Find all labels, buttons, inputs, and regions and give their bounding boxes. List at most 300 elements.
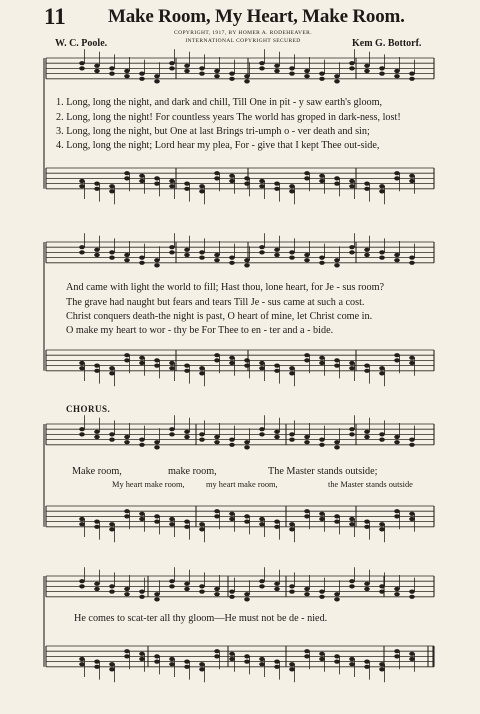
note-head (199, 66, 205, 70)
note-head (259, 427, 265, 431)
note-head (409, 595, 415, 599)
note-head (244, 182, 250, 186)
note-head (124, 253, 130, 257)
note-head (379, 584, 385, 588)
note-head (154, 592, 160, 596)
note-head (109, 250, 115, 254)
note-head (79, 250, 85, 254)
note-head (154, 258, 160, 262)
note-head (394, 353, 400, 357)
note-head (169, 427, 175, 431)
note-head (304, 253, 310, 257)
note-head (364, 660, 370, 664)
note-head (169, 432, 175, 436)
note-head (94, 369, 100, 373)
note-head (304, 509, 310, 513)
note-head (184, 248, 190, 252)
note-head (394, 509, 400, 513)
note-head (169, 179, 175, 183)
note-head (124, 514, 130, 518)
note-head (139, 72, 145, 76)
note-head (214, 654, 220, 658)
note-head (79, 584, 85, 588)
note-head (184, 64, 190, 68)
note-head (169, 579, 175, 583)
note-head (349, 579, 355, 583)
note-head (259, 657, 265, 661)
note-head (259, 250, 265, 254)
note-head (109, 66, 115, 70)
note-head (349, 179, 355, 183)
note-head (394, 587, 400, 591)
note-head (334, 182, 340, 186)
note-head (334, 514, 340, 518)
note-head (379, 432, 385, 436)
note-head (94, 520, 100, 524)
note-head (274, 525, 280, 529)
note-head (184, 253, 190, 257)
note-head (139, 361, 145, 365)
note-head (94, 525, 100, 529)
note-head (214, 509, 220, 513)
note-head (199, 72, 205, 76)
note-head (199, 371, 205, 375)
note-head (349, 184, 355, 188)
note-head (229, 361, 235, 365)
note-head (124, 176, 130, 180)
chorus-lyric-make-room-1: Make room, (72, 466, 122, 477)
note-head (244, 592, 250, 596)
note-head (109, 366, 115, 370)
note-head (409, 517, 415, 521)
note-head (124, 258, 130, 262)
note-head (229, 261, 235, 265)
note-head (199, 522, 205, 526)
note-head (349, 522, 355, 526)
note-head (349, 61, 355, 65)
note-head (229, 72, 235, 76)
note-head (364, 253, 370, 257)
hymn-title: Make Room, My Heart, Make Room. (108, 6, 405, 27)
note-head (139, 356, 145, 360)
note-head (139, 517, 145, 521)
note-head (94, 582, 100, 586)
note-head (199, 590, 205, 594)
note-head (319, 595, 325, 599)
note-head (154, 597, 160, 601)
note-head (169, 517, 175, 521)
note-head (139, 595, 145, 599)
note-head (274, 660, 280, 664)
chorus-label: CHORUS. (66, 404, 111, 414)
note-head (169, 657, 175, 661)
note-head (184, 660, 190, 664)
note-head (409, 77, 415, 81)
note-head (214, 358, 220, 362)
note-head (214, 649, 220, 653)
note-head (334, 520, 340, 524)
note-head (289, 432, 295, 436)
verse-2-line-1: 2. Long, long the night! For countless years The world has groped in dark-ness, lost! (56, 112, 401, 123)
note-head (349, 657, 355, 661)
note-head (94, 435, 100, 439)
note-head (379, 72, 385, 76)
note-head (94, 248, 100, 252)
note-head (184, 364, 190, 368)
note-head (154, 660, 160, 664)
note-head (274, 253, 280, 257)
note-head (154, 263, 160, 267)
note-head (289, 584, 295, 588)
note-head (79, 179, 85, 183)
note-head (394, 176, 400, 180)
note-head (79, 61, 85, 65)
note-head (259, 366, 265, 370)
note-head (334, 654, 340, 658)
note-head (244, 520, 250, 524)
note-head (364, 182, 370, 186)
note-head (79, 66, 85, 70)
note-head (79, 366, 85, 370)
note-head (214, 353, 220, 357)
note-head (379, 250, 385, 254)
note-head (169, 66, 175, 70)
note-head (184, 69, 190, 73)
note-head (109, 527, 115, 531)
note-head (124, 592, 130, 596)
note-head (394, 171, 400, 175)
note-head (244, 514, 250, 518)
note-head (394, 253, 400, 257)
note-head (124, 171, 130, 175)
note-head (199, 366, 205, 370)
note-head (379, 522, 385, 526)
note-head (229, 174, 235, 178)
note-head (79, 517, 85, 521)
chorus-echo-2: my heart make room, (206, 480, 278, 489)
chorus-final-line: He comes to scat-ter all thy gloom—He must not be de - nied. (74, 613, 328, 624)
note-head (214, 587, 220, 591)
note-head (319, 443, 325, 447)
note-head (349, 245, 355, 249)
note-head (259, 66, 265, 70)
note-head (394, 592, 400, 596)
note-head (334, 660, 340, 664)
note-head (79, 361, 85, 365)
note-head (334, 258, 340, 262)
note-head (364, 430, 370, 434)
note-head (109, 438, 115, 442)
note-head (409, 179, 415, 183)
note-head (259, 662, 265, 666)
note-head (229, 595, 235, 599)
note-head (289, 256, 295, 260)
note-head (214, 176, 220, 180)
note-head (184, 582, 190, 586)
note-head (349, 361, 355, 365)
note-head (139, 512, 145, 516)
note-head (124, 654, 130, 658)
note-head (169, 250, 175, 254)
note-head (79, 657, 85, 661)
chorus-echo-3: the Master stands outside (328, 480, 413, 489)
note-head (349, 662, 355, 666)
note-head (169, 584, 175, 588)
note-head (214, 69, 220, 73)
note-head (409, 657, 415, 661)
note-head (409, 438, 415, 442)
note-head (154, 654, 160, 658)
note-head (289, 527, 295, 531)
note-head (304, 435, 310, 439)
note-head (199, 662, 205, 666)
note-head (289, 522, 295, 526)
note-head (364, 665, 370, 669)
note-head (319, 512, 325, 516)
note-head (349, 432, 355, 436)
note-head (409, 361, 415, 365)
chorus-echo-1: My heart make room, (112, 480, 185, 489)
note-head (319, 356, 325, 360)
note-head (109, 72, 115, 76)
note-head (154, 364, 160, 368)
note-head (379, 256, 385, 260)
note-head (364, 520, 370, 524)
note-head (139, 652, 145, 656)
note-head (154, 358, 160, 362)
note-head (304, 358, 310, 362)
note-head (139, 590, 145, 594)
note-head (214, 435, 220, 439)
note-head (199, 256, 205, 260)
copyright-notice: COPYRIGHT, 1917, BY HOMER A. RODEHEAVER. (174, 30, 312, 36)
note-head (139, 443, 145, 447)
note-head (304, 176, 310, 180)
note-head (334, 364, 340, 368)
note-head (124, 69, 130, 73)
note-head (94, 430, 100, 434)
note-head (379, 527, 385, 531)
note-head (244, 654, 250, 658)
note-head (214, 440, 220, 444)
note-head (274, 187, 280, 191)
note-head (289, 184, 295, 188)
note-head (199, 184, 205, 188)
note-head (244, 176, 250, 180)
note-head (199, 432, 205, 436)
note-head (289, 250, 295, 254)
note-head (334, 592, 340, 596)
hymn-number: 11 (44, 4, 66, 29)
note-head (409, 512, 415, 516)
note-head (274, 520, 280, 524)
note-head (124, 358, 130, 362)
note-head (334, 445, 340, 449)
note-head (94, 253, 100, 257)
note-head (94, 665, 100, 669)
note-head (244, 358, 250, 362)
note-head (229, 517, 235, 521)
note-head (139, 657, 145, 661)
note-head (394, 69, 400, 73)
note-head (79, 432, 85, 436)
note-head (319, 652, 325, 656)
note-head (184, 435, 190, 439)
note-head (334, 176, 340, 180)
note-head (139, 179, 145, 183)
note-head (304, 514, 310, 518)
note-head (394, 435, 400, 439)
note-head (274, 587, 280, 591)
note-head (124, 435, 130, 439)
note-head (274, 430, 280, 434)
note-head (229, 443, 235, 447)
note-head (214, 171, 220, 175)
chorus-lyric-master-stands: The Master stands outside; (268, 466, 378, 477)
note-head (274, 582, 280, 586)
note-head (304, 592, 310, 596)
note-head (319, 657, 325, 661)
note-head (109, 371, 115, 375)
note-head (199, 667, 205, 671)
note-head (364, 435, 370, 439)
note-head (319, 72, 325, 76)
note-head (154, 445, 160, 449)
note-head (274, 69, 280, 73)
note-head (349, 584, 355, 588)
note-head (214, 258, 220, 262)
author-credit: Kem G. Bottorf. (352, 38, 422, 49)
note-head (79, 184, 85, 188)
note-head (229, 256, 235, 260)
note-head (334, 440, 340, 444)
note-head (94, 660, 100, 664)
note-head (319, 361, 325, 365)
note-head (154, 79, 160, 83)
note-head (109, 584, 115, 588)
note-head (349, 427, 355, 431)
note-head (304, 587, 310, 591)
note-head (379, 184, 385, 188)
note-head (184, 520, 190, 524)
note-head (94, 587, 100, 591)
note-head (364, 248, 370, 252)
verse-2-line-2: The grave had naught but fears and tears Till Je - sus came at such a cost. (66, 297, 365, 308)
note-head (349, 250, 355, 254)
note-head (304, 654, 310, 658)
note-head (154, 520, 160, 524)
note-head (259, 184, 265, 188)
note-head (289, 371, 295, 375)
note-head (394, 74, 400, 78)
note-head (184, 665, 190, 669)
note-head (379, 662, 385, 666)
note-head (244, 74, 250, 78)
note-head (124, 353, 130, 357)
note-head (259, 517, 265, 521)
note-head (244, 597, 250, 601)
note-head (319, 174, 325, 178)
verse-4-line-1: 4. Long, long the night; Lord hear my plea, For - give that I kept Thee out-side, (56, 140, 380, 151)
note-head (259, 61, 265, 65)
note-head (334, 263, 340, 267)
note-head (289, 72, 295, 76)
note-head (319, 590, 325, 594)
note-head (184, 182, 190, 186)
note-head (79, 579, 85, 583)
note-head (304, 74, 310, 78)
note-head (169, 245, 175, 249)
note-head (289, 662, 295, 666)
note-head (199, 438, 205, 442)
note-head (289, 590, 295, 594)
note-head (229, 657, 235, 661)
chorus-lyric-make-room-2: make room, (168, 466, 217, 477)
note-head (214, 514, 220, 518)
note-head (364, 187, 370, 191)
note-head (154, 440, 160, 444)
note-head (139, 261, 145, 265)
note-head (169, 361, 175, 365)
note-head (109, 662, 115, 666)
note-head (319, 438, 325, 442)
note-head (199, 584, 205, 588)
note-head (109, 432, 115, 436)
note-head (184, 525, 190, 529)
note-head (334, 358, 340, 362)
note-head (319, 517, 325, 521)
note-head (169, 184, 175, 188)
note-head (199, 527, 205, 531)
note-head (379, 667, 385, 671)
note-head (394, 649, 400, 653)
note-head (379, 371, 385, 375)
note-head (244, 445, 250, 449)
note-head (214, 592, 220, 596)
note-head (109, 256, 115, 260)
note-head (364, 582, 370, 586)
note-head (304, 258, 310, 262)
note-head (124, 509, 130, 513)
note-head (319, 256, 325, 260)
note-head (109, 590, 115, 594)
note-head (109, 522, 115, 526)
note-head (409, 256, 415, 260)
note-head (409, 590, 415, 594)
note-head (229, 438, 235, 442)
note-head (199, 189, 205, 193)
note-head (94, 187, 100, 191)
note-head (79, 522, 85, 526)
note-head (229, 512, 235, 516)
note-head (349, 66, 355, 70)
note-head (124, 587, 130, 591)
note-head (409, 174, 415, 178)
note-head (334, 79, 340, 83)
note-head (244, 364, 250, 368)
note-head (274, 665, 280, 669)
verse-3-line-2: Christ conquers death-the night is past, O heart of mine, let Christ come in. (66, 311, 373, 322)
note-head (244, 660, 250, 664)
note-head (229, 652, 235, 656)
note-head (124, 440, 130, 444)
note-head (214, 253, 220, 257)
note-head (94, 64, 100, 68)
note-head (379, 189, 385, 193)
note-head (349, 366, 355, 370)
note-head (169, 366, 175, 370)
note-head (169, 662, 175, 666)
